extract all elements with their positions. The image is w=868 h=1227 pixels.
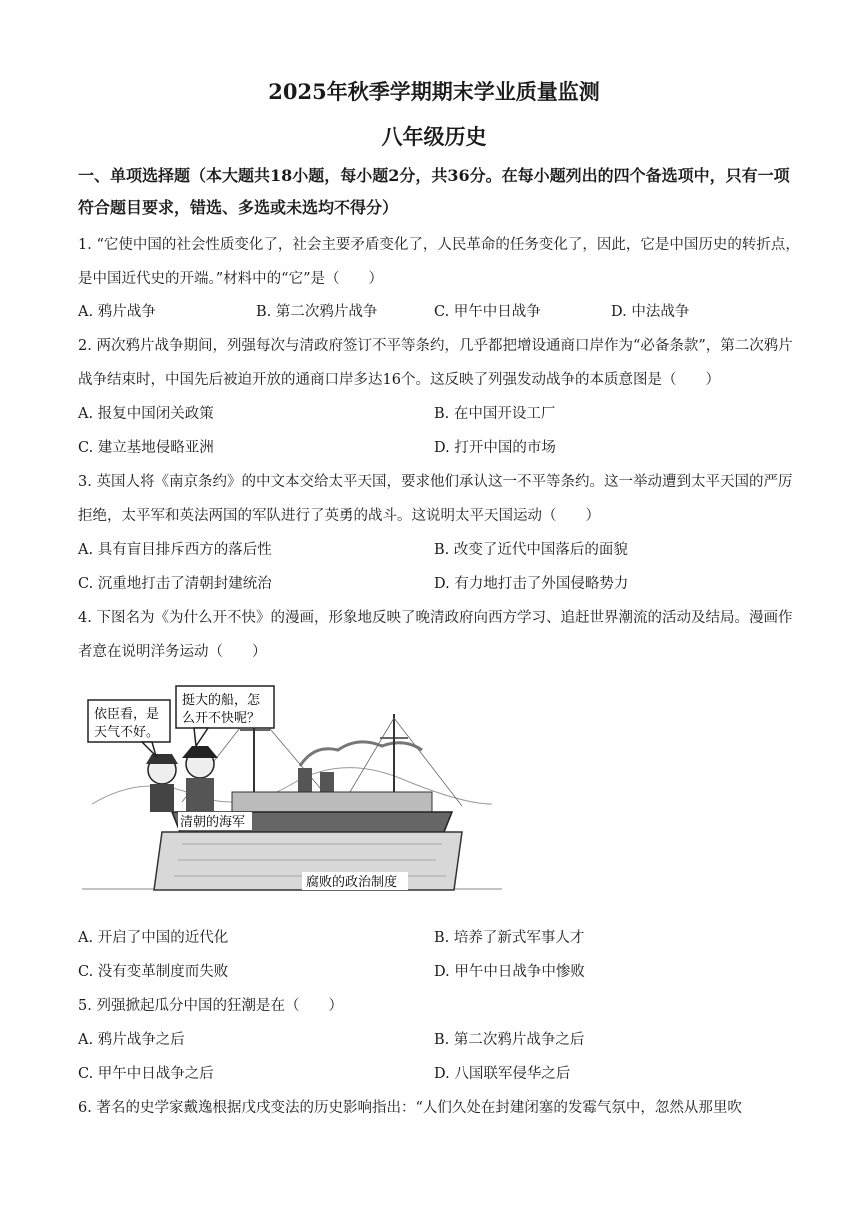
- exam-title: 2025年秋季学期期末学业质量监测: [268, 79, 600, 104]
- question-1-option-a: A. 鸦片战争: [78, 304, 156, 320]
- question-1-option-b: B. 第二次鸦片战争: [256, 304, 378, 320]
- official-hat-icon: [146, 754, 178, 764]
- bubble-right-line-1: 挺大的船，怎: [182, 693, 261, 708]
- ship-deckhouse: [232, 792, 432, 814]
- question-4-option-d: D. 甲午中日战争中惨败: [434, 964, 585, 980]
- exam-subtitle: 八年级历史: [381, 124, 487, 149]
- question-6-stem: 6. 著名的史学家戴逸根据戊戌变法的历史影响指出：“人们久处在封建闭塞的发霉气氛中，忽然从那里吹: [78, 1100, 742, 1116]
- question-4-option-c: C. 没有变革制度而失败: [78, 964, 229, 980]
- question-5-option-c: C. 甲午中日战争之后: [78, 1066, 214, 1082]
- question-3-option-b: B. 改变了近代中国落后的面貌: [434, 542, 628, 558]
- bubble-left-line-2: 天气不好。: [94, 725, 160, 740]
- question-5-option-d: D. 八国联军侵华之后: [434, 1066, 571, 1082]
- question-3-option-c: C. 沉重地打击了清朝封建统治: [78, 576, 272, 592]
- question-3-option-a: A. 具有盲目排斥西方的落后性: [78, 542, 272, 558]
- question-3-stem: 3. 英国人将《南京条约》的中文本交给太平天国，要求他们承认这一不平等条约。这一举动遭到太平天国的严厉拒绝，太平军和英法两国的军队进行了英勇的战斗。这说明太平天国运动（ ）: [78, 474, 793, 524]
- question-2-option-a: A. 报复中国闭关政策: [78, 406, 214, 422]
- question-5-option-a: A. 鸦片战争之后: [78, 1032, 185, 1048]
- question-2-option-b: B. 在中国开设工厂: [434, 406, 556, 422]
- official-body: [150, 784, 174, 812]
- question-4-option-a: A. 开启了中国的近代化: [78, 930, 229, 946]
- question-5-option-b: B. 第二次鸦片战争之后: [434, 1032, 585, 1048]
- empress-body: [186, 778, 214, 812]
- question-1-option-c: C. 甲午中日战争: [434, 304, 541, 320]
- section-heading: 一、单项选择题（本大题共18小题，每小题2分，共36分。在每小题列出的四个备选项中，只有一项符合题目要求，错选、多选或未选均不得分）: [78, 166, 790, 217]
- question-5-stem: 5. 列强掀起瓜分中国的狂潮是在（ ）: [78, 998, 343, 1014]
- smoke-icon: [300, 742, 422, 766]
- question-3-option-d: D. 有力地打击了外国侵略势力: [434, 576, 629, 592]
- navy-label: 清朝的海军: [180, 815, 246, 830]
- speech-bubble-left-tail: [142, 742, 156, 756]
- question-1-stem: 1. “它使中国的社会性质变化了，社会主要矛盾变化了，人民革命的任务变化了，因此，它是中国历史的转折点，是中国近代史的开端。”材料中的“它”是（ ）: [78, 237, 800, 287]
- question-4-stem: 4. 下图名为《为什么开不快》的漫画，形象地反映了晚清政府向西方学习、追赶世界潮流的活动及结局。漫画作者意在说明洋务运动（ ）: [78, 610, 793, 660]
- question-4-option-b: B. 培养了新式军事人才: [434, 930, 585, 946]
- question-1-option-d: D. 中法战争: [611, 304, 690, 320]
- empress-headdress-icon: [182, 746, 218, 758]
- question-2-option-d: D. 打开中国的市场: [434, 440, 556, 456]
- bubble-left-line-1: 依臣看，是: [94, 707, 160, 722]
- cartoon-illustration: [82, 684, 502, 904]
- system-label: 腐败的政治制度: [306, 875, 398, 890]
- question-2-option-c: C. 建立基地侵略亚洲: [78, 440, 214, 456]
- question-2-stem: 2. 两次鸦片战争期间，列强每次与清政府签订不平等条约，几乎都把增设通商口岸作为“必备条款”，第二次鸦片战争结束时，中国先后被迫开放的通商口岸多达16个。这反映了列强发动战争的本质意图是（ ）: [78, 338, 793, 388]
- speech-bubble-right-tail: [194, 728, 208, 746]
- bubble-right-line-2: 么开不快呢？: [182, 711, 261, 726]
- cartoon-drawing: [82, 684, 502, 904]
